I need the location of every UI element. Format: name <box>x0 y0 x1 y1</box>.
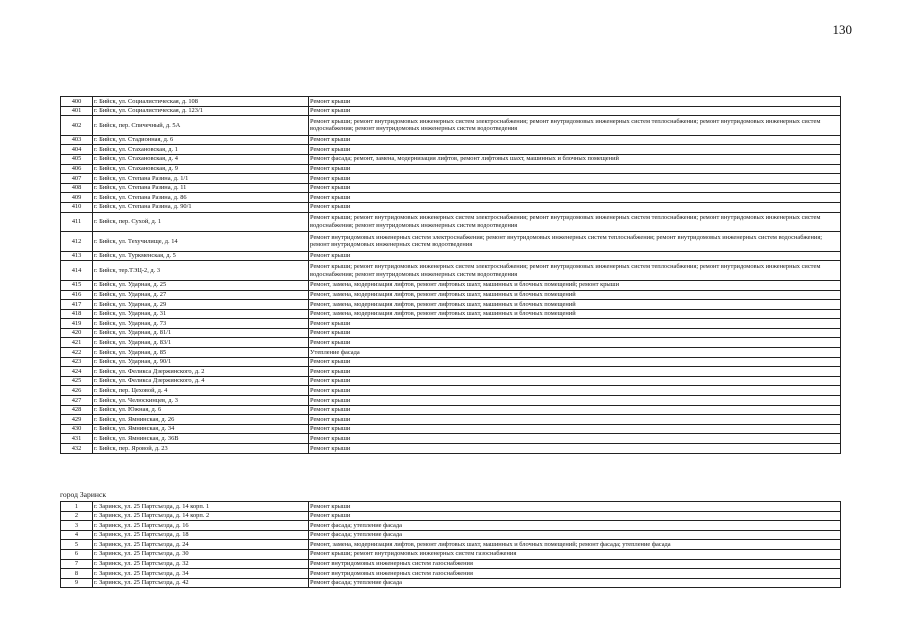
works-cell: Ремонт фасада; утепление фасада <box>309 530 841 540</box>
table-row <box>61 290 841 300</box>
row-number-cell: 419 <box>61 319 93 329</box>
row-number-cell: 401 <box>61 106 93 116</box>
table-row <box>61 174 841 184</box>
row-number-cell: 416 <box>61 290 93 300</box>
address-cell: г. Заринск, ул. 25 Партсъезда, д. 30 <box>93 549 309 559</box>
table-row <box>61 540 841 550</box>
row-number-cell: 426 <box>61 386 93 396</box>
address-cell: г. Бийск, ул. Техучилище, д. 14 <box>93 232 309 252</box>
address-cell: г. Бийск, пер. Спичечный, д. 5А <box>93 116 309 136</box>
address-cell: г. Заринск, ул. 25 Партсъезда, д. 14 корп. 2 <box>93 511 309 521</box>
address-cell: г. Бийск, ул. Ударная, д. 81/1 <box>93 328 309 338</box>
address-cell: г. Бийск, ул. Ямнинская, д. 26 <box>93 415 309 425</box>
works-cell: Ремонт крыши; ремонт внутридомовых инженерных систем электроснабжения; ремонт внутридомовых инженерных систем теплоснабжения; ремонт внутридомовых инженерных систем водоснабжения; ремонт внутридомовых инженерных систем водоотведения <box>309 116 841 136</box>
works-cell: Утепление фасада <box>309 348 841 358</box>
page-number: 130 <box>832 22 852 37</box>
address-cell: г. Бийск, пер. Яровой, д. 23 <box>93 444 309 454</box>
table-row <box>61 559 841 569</box>
works-cell: Ремонт крыши <box>309 97 841 107</box>
table-row <box>61 193 841 203</box>
table-row <box>61 357 841 367</box>
table-row <box>61 261 841 281</box>
address-cell: г. Бийск, ул. Феликса Дзержинского, д. 4 <box>93 376 309 386</box>
works-cell: Ремонт крыши <box>309 183 841 193</box>
works-cell: Ремонт крыши <box>309 357 841 367</box>
row-number-cell: 431 <box>61 434 93 444</box>
table-row <box>61 135 841 145</box>
works-cell: Ремонт крыши <box>309 164 841 174</box>
works-cell: Ремонт фасада; ремонт, замена, модернизация лифтов, ремонт лифтовых шахт, машинных и блочных помещений <box>309 154 841 164</box>
address-cell: г. Бийск, ул. Степана Разина, д. 90/1 <box>93 202 309 212</box>
row-number-cell: 406 <box>61 164 93 174</box>
address-cell: г. Бийск, ул. Стадионная, д. 6 <box>93 135 309 145</box>
address-cell: г. Бийск, ул. Феликса Дзержинского, д. 2 <box>93 367 309 377</box>
table-body-biysk <box>61 97 841 454</box>
address-cell: г. Заринск, ул. 25 Партсъезда, д. 14 корп. 1 <box>93 502 309 512</box>
row-number-cell: 421 <box>61 338 93 348</box>
works-cell: Ремонт крыши <box>309 367 841 377</box>
works-cell: Ремонт крыши <box>309 502 841 512</box>
works-cell: Ремонт крыши <box>309 444 841 454</box>
row-number-cell: 408 <box>61 183 93 193</box>
works-cell: Ремонт крыши <box>309 405 841 415</box>
address-cell: г. Бийск, ул. Социалистическая, д. 108 <box>93 97 309 107</box>
table-row <box>61 511 841 521</box>
row-number-cell: 409 <box>61 193 93 203</box>
row-number-cell: 412 <box>61 232 93 252</box>
table-row <box>61 145 841 155</box>
address-cell: г. Заринск, ул. 25 Партсъезда, д. 18 <box>93 530 309 540</box>
address-cell: г. Бийск, ул. Социалистическая, д. 123/1 <box>93 106 309 116</box>
works-cell: Ремонт, замена, модернизация лифтов, ремонт лифтовых шахт, машинных и блочных помещений; ремонт фасада; утепление фасада <box>309 540 841 550</box>
works-cell: Ремонт крыши <box>309 106 841 116</box>
address-cell: г. Бийск, ул. Степана Разина, д. 11 <box>93 183 309 193</box>
table-row <box>61 396 841 406</box>
row-number-cell: 403 <box>61 135 93 145</box>
works-cell: Ремонт внутридомовых инженерных систем электроснабжения; ремонт внутридомовых инженерных систем теплоснабжения; ремонт внутридомовых инженерных систем водоснабжения; ремонт внутридомовых инженерных систем водоотведения <box>309 232 841 252</box>
table-row <box>61 212 841 232</box>
row-number-cell: 4 <box>61 530 93 540</box>
address-cell: г. Заринск, ул. 25 Партсъезда, д. 42 <box>93 578 309 588</box>
row-number-cell: 430 <box>61 424 93 434</box>
address-cell: г. Бийск, ул. Стахановская, д. 9 <box>93 164 309 174</box>
table-row <box>61 578 841 588</box>
row-number-cell: 415 <box>61 280 93 290</box>
repair-table-zarinsk <box>60 501 841 588</box>
table-row <box>61 251 841 261</box>
table-row <box>61 338 841 348</box>
address-cell: г. Бийск, ул. Ударная, д. 73 <box>93 319 309 329</box>
table-row <box>61 309 841 319</box>
row-number-cell: 5 <box>61 540 93 550</box>
address-cell: г. Бийск, ул. Туркменская, д. 5 <box>93 251 309 261</box>
works-cell: Ремонт крыши <box>309 174 841 184</box>
table-row <box>61 97 841 107</box>
address-cell: г. Бийск, пер. Цеховой, д. 4 <box>93 386 309 396</box>
table-row <box>61 232 841 252</box>
works-cell: Ремонт крыши <box>309 396 841 406</box>
table-row <box>61 386 841 396</box>
table-row <box>61 106 841 116</box>
row-number-cell: 418 <box>61 309 93 319</box>
table-row <box>61 202 841 212</box>
table-row <box>61 280 841 290</box>
table-row <box>61 328 841 338</box>
row-number-cell: 411 <box>61 212 93 232</box>
section-heading-zarinsk: город Заринск <box>60 490 107 499</box>
row-number-cell: 424 <box>61 367 93 377</box>
table-row <box>61 405 841 415</box>
address-cell: г. Бийск, ул. Степана Разина, д. 86 <box>93 193 309 203</box>
address-cell: г. Бийск, пер. Сухой, д. 1 <box>93 212 309 232</box>
address-cell: г. Бийск, ул. Ударная, д. 27 <box>93 290 309 300</box>
row-number-cell: 420 <box>61 328 93 338</box>
row-number-cell: 405 <box>61 154 93 164</box>
works-cell: Ремонт крыши <box>309 135 841 145</box>
address-cell: г. Заринск, ул. 25 Партсъезда, д. 16 <box>93 521 309 531</box>
works-cell: Ремонт крыши <box>309 193 841 203</box>
row-number-cell: 410 <box>61 202 93 212</box>
table-row <box>61 569 841 579</box>
works-cell: Ремонт крыши <box>309 434 841 444</box>
address-cell: г. Бийск, ул. Ударная, д. 90/1 <box>93 357 309 367</box>
works-cell: Ремонт крыши <box>309 511 841 521</box>
row-number-cell: 427 <box>61 396 93 406</box>
table-row <box>61 300 841 310</box>
table-body-zarinsk <box>61 502 841 588</box>
works-cell: Ремонт фасада; утепление фасада <box>309 521 841 531</box>
table-row <box>61 502 841 512</box>
row-number-cell: 9 <box>61 578 93 588</box>
repair-table-biysk <box>60 96 841 454</box>
row-number-cell: 414 <box>61 261 93 281</box>
table-row <box>61 164 841 174</box>
works-cell: Ремонт, замена, модернизация лифтов, ремонт лифтовых шахт, машинных и блочных помещений <box>309 290 841 300</box>
row-number-cell: 428 <box>61 405 93 415</box>
address-cell: г. Бийск, ул. Степана Разина, д. 1/1 <box>93 174 309 184</box>
address-cell: г. Заринск, ул. 25 Партсъезда, д. 34 <box>93 569 309 579</box>
works-cell: Ремонт крыши <box>309 328 841 338</box>
row-number-cell: 432 <box>61 444 93 454</box>
row-number-cell: 6 <box>61 549 93 559</box>
table-row <box>61 319 841 329</box>
table-row <box>61 549 841 559</box>
row-number-cell: 407 <box>61 174 93 184</box>
table-row <box>61 376 841 386</box>
works-cell: Ремонт крыши; ремонт внутридомовых инженерных систем газоснабжения <box>309 549 841 559</box>
works-cell: Ремонт крыши <box>309 202 841 212</box>
row-number-cell: 413 <box>61 251 93 261</box>
address-cell: г. Заринск, ул. 25 Партсъезда, д. 24 <box>93 540 309 550</box>
table-row <box>61 424 841 434</box>
table-row <box>61 444 841 454</box>
address-cell: г. Бийск, ул. Ямнинская, д. 34 <box>93 424 309 434</box>
row-number-cell: 1 <box>61 502 93 512</box>
works-cell: Ремонт крыши <box>309 319 841 329</box>
works-cell: Ремонт внутридомовых инженерных систем газоснабжения <box>309 559 841 569</box>
address-cell: г. Бийск, ул. Ударная, д. 25 <box>93 280 309 290</box>
address-cell: г. Заринск, ул. 25 Партсъезда, д. 32 <box>93 559 309 569</box>
works-cell: Ремонт, замена, модернизация лифтов, ремонт лифтовых шахт, машинных и блочных помещений <box>309 309 841 319</box>
row-number-cell: 425 <box>61 376 93 386</box>
works-cell: Ремонт крыши; ремонт внутридомовых инженерных систем электроснабжения; ремонт внутридомовых инженерных систем теплоснабжения; ремонт внутридомовых инженерных систем водоснабжения; ремонт внутридомовых инженерных систем водоотведения <box>309 261 841 281</box>
address-cell: г. Бийск, ул. Стахановская, д. 1 <box>93 145 309 155</box>
table-row <box>61 367 841 377</box>
works-cell: Ремонт крыши; ремонт внутридомовых инженерных систем электроснабжения; ремонт внутридомовых инженерных систем теплоснабжения; ремонт внутридомовых инженерных систем водоснабжения; ремонт внутридомовых инженерных систем водоотведения <box>309 212 841 232</box>
address-cell: г. Бийск, тер.ТЭЦ-2, д. 3 <box>93 261 309 281</box>
address-cell: г. Бийск, ул. Стахановская, д. 4 <box>93 154 309 164</box>
works-cell: Ремонт внутридомовых инженерных систем газоснабжения <box>309 569 841 579</box>
row-number-cell: 417 <box>61 300 93 310</box>
works-cell: Ремонт, замена, модернизация лифтов, ремонт лифтовых шахт, машинных и блочных помещений; ремонт крыши <box>309 280 841 290</box>
row-number-cell: 429 <box>61 415 93 425</box>
row-number-cell: 402 <box>61 116 93 136</box>
works-cell: Ремонт крыши <box>309 338 841 348</box>
table-row <box>61 521 841 531</box>
works-cell: Ремонт крыши <box>309 424 841 434</box>
row-number-cell: 400 <box>61 97 93 107</box>
row-number-cell: 3 <box>61 521 93 531</box>
address-cell: г. Бийск, ул. Ямнинская, д. 36В <box>93 434 309 444</box>
address-cell: г. Бийск, ул. Ударная, д. 31 <box>93 309 309 319</box>
row-number-cell: 8 <box>61 569 93 579</box>
table-row <box>61 415 841 425</box>
address-cell: г. Бийск, ул. Ударная, д. 29 <box>93 300 309 310</box>
works-cell: Ремонт крыши <box>309 251 841 261</box>
address-cell: г. Бийск, ул. Южная, д. 6 <box>93 405 309 415</box>
row-number-cell: 422 <box>61 348 93 358</box>
row-number-cell: 423 <box>61 357 93 367</box>
table-row <box>61 154 841 164</box>
works-cell: Ремонт крыши <box>309 376 841 386</box>
works-cell: Ремонт крыши <box>309 415 841 425</box>
address-cell: г. Бийск, ул. Ударная, д. 83/1 <box>93 338 309 348</box>
row-number-cell: 2 <box>61 511 93 521</box>
row-number-cell: 7 <box>61 559 93 569</box>
works-cell: Ремонт крыши <box>309 145 841 155</box>
works-cell: Ремонт, замена, модернизация лифтов, ремонт лифтовых шахт, машинных и блочных помещений <box>309 300 841 310</box>
address-cell: г. Бийск, ул. Челюскинцев, д. 3 <box>93 396 309 406</box>
works-cell: Ремонт фасада; утепление фасада <box>309 578 841 588</box>
table-row <box>61 348 841 358</box>
table-row <box>61 183 841 193</box>
works-cell: Ремонт крыши <box>309 386 841 396</box>
address-cell: г. Бийск, ул. Ударная, д. 85 <box>93 348 309 358</box>
table-row <box>61 530 841 540</box>
table-row <box>61 434 841 444</box>
table-row <box>61 116 841 136</box>
row-number-cell: 404 <box>61 145 93 155</box>
